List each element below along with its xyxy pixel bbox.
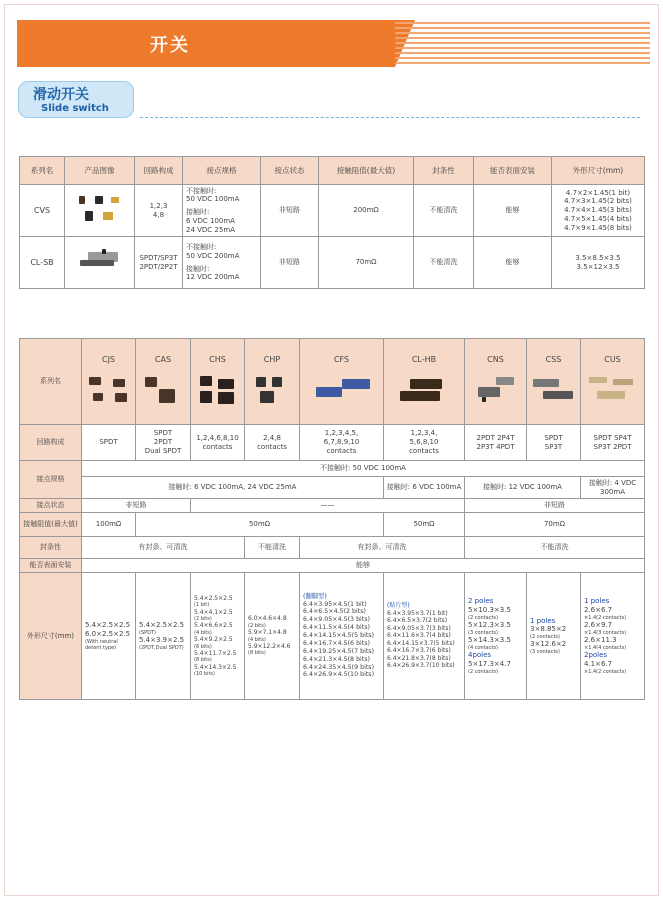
product-image: [65, 237, 135, 289]
seal-cell: 不能清洗: [245, 537, 300, 559]
series-cns: CNS: [465, 339, 527, 425]
dims-cus: 1 poles 2.6×6.7 ×1.4(2 contacts) 2.6×9.7 ×1.4(3 contacts) 2.6×11.3 ×1.4(4 contacts) 2poles 4.1×6.7 ×1.4(2 contacts): [581, 573, 645, 700]
table1-header: 产品图像: [65, 157, 135, 185]
header-band: [17, 20, 395, 67]
circuit-cell: 2,4,8 contacts: [245, 425, 300, 461]
series-chp: CHP: [245, 339, 300, 425]
resistance-cell: 70mΩ: [465, 513, 645, 537]
seal-cell: 不能清洗: [465, 537, 645, 559]
circuit-row: [20, 425, 645, 461]
series-chs: CHS: [191, 339, 245, 425]
row-label: 封条性: [20, 537, 82, 559]
dims-chp: 6.0×4.6×4.8 (2 bits) 5.9×7.1×4.8 (4 bits) 5.9×12.2×4.6 (8 bits): [245, 573, 300, 700]
circuit-cell: 1,2,3,4, 5,6,8,10 contacts: [384, 425, 465, 461]
seal-cell: 有封条、可清洗: [300, 537, 465, 559]
page-title: 开关: [150, 35, 190, 56]
spec-contact: 接触时: 4 VDC 300mA: [581, 477, 645, 499]
spec-table-2: [19, 338, 645, 700]
dims-row: [20, 573, 645, 700]
smd-cell: 能够: [82, 559, 645, 573]
smd-row: [20, 559, 645, 573]
table-row: [20, 185, 645, 237]
table-row: [20, 237, 645, 289]
table1-header: 接点状态: [261, 157, 319, 185]
seal-cell: 有封条、可清洗: [82, 537, 245, 559]
table1-header-row: [20, 157, 645, 185]
circuit-cell: SPDT: [82, 425, 136, 461]
circuit-cell: SPDT SP3T: [527, 425, 581, 461]
table1-header: 接点规格: [183, 157, 261, 185]
spec-contact: 接触时: 12 VDC 100mA: [465, 477, 581, 499]
row-label: 能否表面安装: [20, 559, 82, 573]
spec-cell: 不接触时: 50 VDC 100mA 接触时: 6 VDC 100mA 24 VDC 25mA: [183, 185, 261, 237]
row-label: 接点规格: [20, 461, 82, 499]
product-image: [65, 185, 135, 237]
series-cus: CUS: [581, 339, 645, 425]
resistance-cell: 50mΩ: [136, 513, 384, 537]
section-title-en: Slide switch: [41, 103, 109, 114]
smd-cell: 能够: [474, 185, 552, 237]
state-cell: 非短路: [261, 185, 319, 237]
dims-cjs: 5.4×2.5×2.5 6.0×2.5×2.5 (With neutral detent type): [82, 573, 136, 700]
dims-cell: 3.5×8.5×3.5 3.5×12×3.5: [552, 237, 645, 289]
row-label: 回路构成: [20, 425, 82, 461]
section-badge: [18, 81, 134, 118]
series-name: CL-SB: [20, 237, 65, 289]
resistance-row: [20, 513, 645, 537]
section-title-cn: 滑动开关: [33, 87, 89, 103]
dims-cns: 2 poles 5×10.3×3.5 (2 contacts) 5×12.3×3.5 (3 contacts) 5×14.3×3.5 (4 contacts) 4poles 5×17.3×4.7 (2 contacts): [465, 573, 527, 700]
state-cell: 非短路: [261, 237, 319, 289]
resistance-cell: 200mΩ: [319, 185, 414, 237]
series-css: CSS: [527, 339, 581, 425]
state-cell: 非短路: [82, 499, 191, 513]
seal-row: [20, 537, 645, 559]
dims-chs: 5.4×2.5×2.5 (1 bit) 5.4×4.1×2.5 (2 bits) 5.4×6.6×2.5 (4 bits) 5.4×9.2×2.5 (6 bits) 5.4×11.7×2.5 (8 bits) 5.4×14.3×2.5 (10 bits): [191, 573, 245, 700]
table1-header: 外形尺寸(mm): [552, 157, 645, 185]
resistance-cell: 70mΩ: [319, 237, 414, 289]
section-divider: [140, 117, 640, 118]
series-row: [20, 339, 645, 425]
seal-cell: 不能清洗: [414, 237, 474, 289]
circuit-cell: 1,2,4,6,8,10 contacts: [191, 425, 245, 461]
spec-cell: 不接触时: 50 VDC 200mA 接触时: 12 VDC 200mA: [183, 237, 261, 289]
table1-header: 系列名: [20, 157, 65, 185]
spec-contact: 接触时: 6 VDC 100mA, 24 VDC 25mA: [82, 477, 384, 499]
circuit-cell: SPDT/SP3T 2PDT/2P2T: [135, 237, 183, 289]
circuit-cell: 2PDT 2P4T 2P3T 4PDT: [465, 425, 527, 461]
row-label: 接触阻值(最大值): [20, 513, 82, 537]
smd-cell: 能够: [474, 237, 552, 289]
circuit-cell: 1,2,3,4,5, 6,7,8,9,10 contacts: [300, 425, 384, 461]
series-cfs: CFS: [300, 339, 384, 425]
table1-header: 封条性: [414, 157, 474, 185]
state-cell: ——: [191, 499, 465, 513]
dims-css: 1 poles 3×8.85×2 (2 contacts) 3×12.6×2 (3 contacts): [527, 573, 581, 700]
spec-contact: 接触时: 6 VDC 100mA: [384, 477, 465, 499]
series-cjs: CJS: [82, 339, 136, 425]
state-cell: 非短路: [465, 499, 645, 513]
spec-row: [20, 461, 645, 477]
resistance-cell: 100mΩ: [82, 513, 136, 537]
state-row: [20, 499, 645, 513]
table1-header: 能否表面安装: [474, 157, 552, 185]
header-stripes: [395, 20, 650, 67]
table1-header: 接触阻值(最大值): [319, 157, 414, 185]
row-label: 接点状态: [20, 499, 82, 513]
spec-nocontact: 不接触时: 50 VDC 100mA: [82, 461, 645, 477]
table1-header: 回路构成: [135, 157, 183, 185]
circuit-cell: SPDT 2PDT Dual SPDT: [136, 425, 191, 461]
spec-table-1: [19, 156, 645, 289]
circuit-cell: 1,2,3 4,8: [135, 185, 183, 237]
spec-row: [20, 477, 645, 499]
dims-cas: 5.4×2.5×2.5 (SPDT) 5.4×3.9×2.5 (2PDT,Dual SPDT): [136, 573, 191, 700]
series-cas: CAS: [136, 339, 191, 425]
dims-cfs: (翻脚型) 6.4×3.95×4.5(1 bit) 6.4×6.5×4.5(2 bits) 6.4×9.05×4.5(3 bits) 6.4×11.5×4.5(4 bits) 6.4×14.15×4.5(5 bits) 6.4×16.7×4.5(6 bits) 6.4×19.25×4.5(7 bits) 6.4×21.3×4.5(8 bits) 6.4×24.35×4.5(9 bits) 6.4×26.9×4.5(10 bits): [300, 573, 384, 700]
seal-cell: 不能清洗: [414, 185, 474, 237]
dims-cl-hb: (贴片型) 6.4×3.95×3.7(1 bit) 6.4×6.5×3.7(2 bits) 6.4×9.05×3.7(3 bits) 6.4×11.6×3.7(4 bits) 6.4×14.15×3.7(5 bits) 6.4×16.7×3.7(6 bits) 6.4×21.8×3.7(8 bits) 6.4×26.9×3.7(10 bits): [384, 573, 465, 700]
circuit-cell: SPDT SP4T SP3T 2PDT: [581, 425, 645, 461]
dims-cell: 4.7×2×1.45(1 bit) 4.7×3×1.45(2 bits) 4.7×4×1.45(3 bits) 4.7×5×1.45(4 bits) 4.7×9×1.45(8 bits): [552, 185, 645, 237]
series-name: CVS: [20, 185, 65, 237]
series-cl-hb: CL-HB: [384, 339, 465, 425]
resistance-cell: 50mΩ: [384, 513, 465, 537]
row-label: 外形尺寸(mm): [20, 573, 82, 700]
row-label: 系列名: [20, 339, 82, 425]
